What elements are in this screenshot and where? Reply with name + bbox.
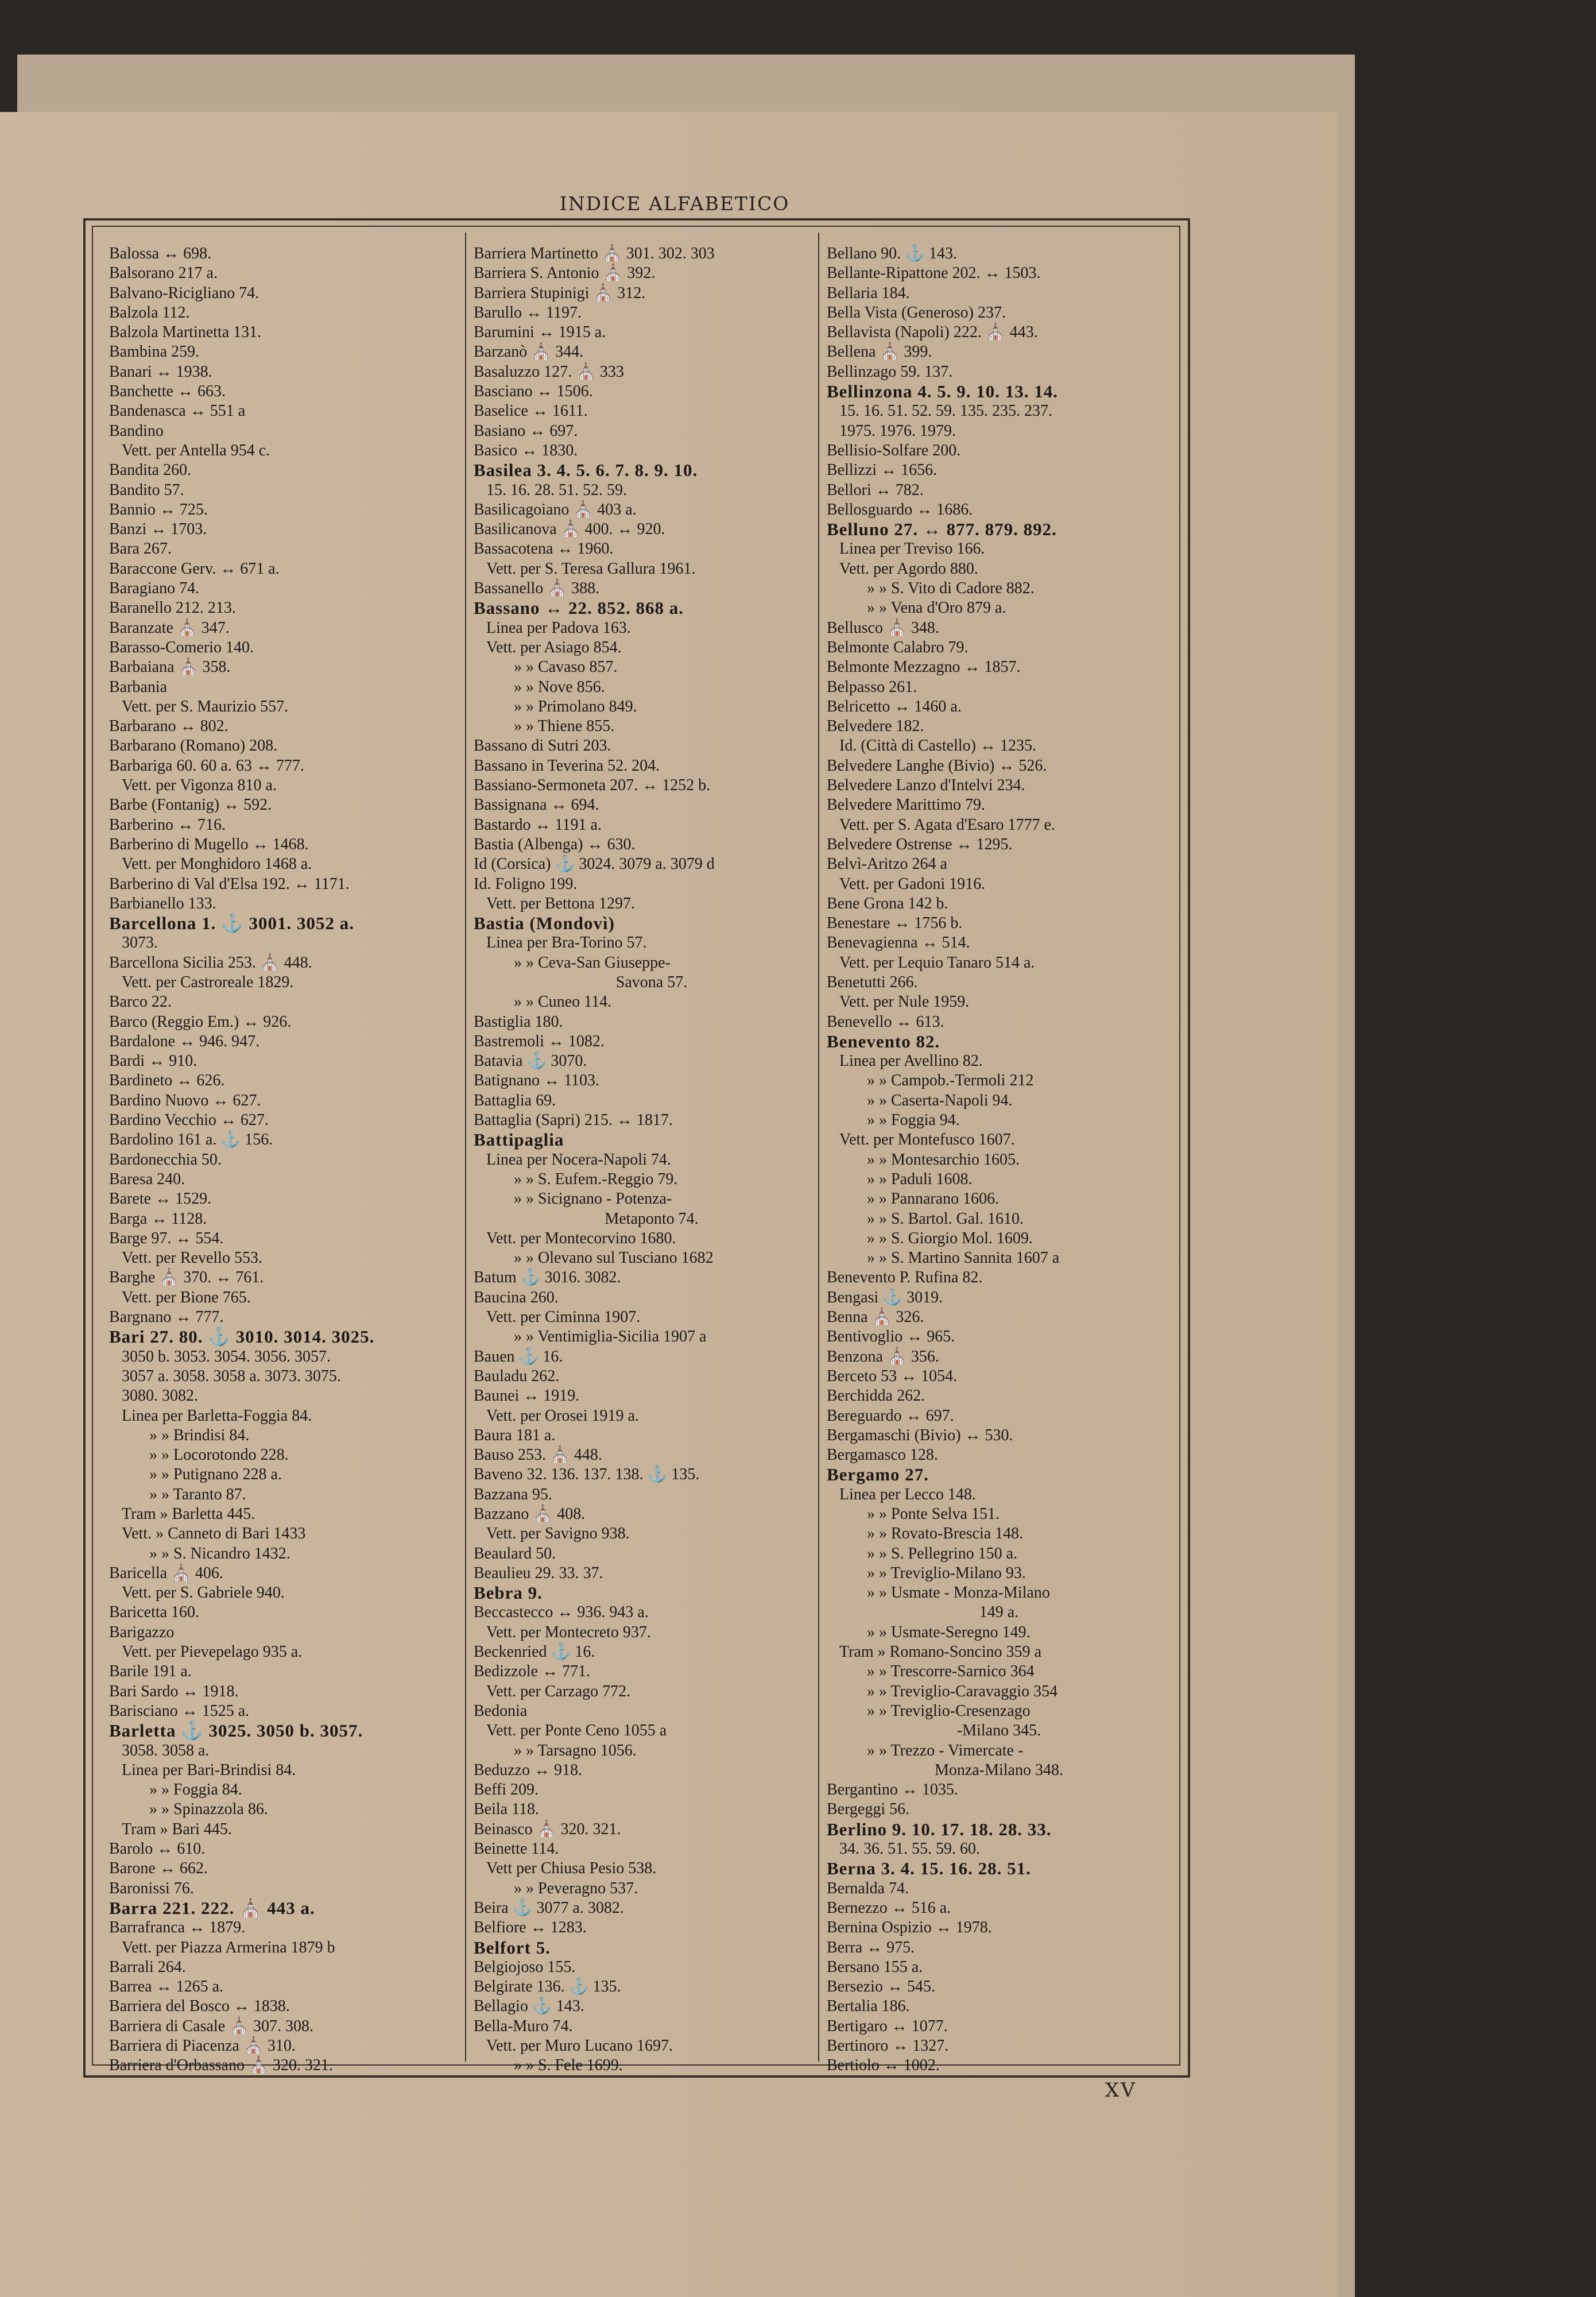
index-entry: » » Treviglio-Cresenzago <box>867 1702 1031 1720</box>
index-entry: » » Vena d'Oro 879 a. <box>867 599 1006 617</box>
index-entry: Barco (Reggio Em.) ↔ 926. <box>109 1012 292 1031</box>
index-entry: Baricetta 160. <box>109 1603 200 1622</box>
index-entry: Beira ⚓ 3077 a. 3082. <box>474 1898 624 1917</box>
index-entry: Tram » Barletta 445. <box>122 1505 255 1523</box>
index-entry: Baranzate ⛪ 347. <box>109 618 230 637</box>
index-entry: Vett. per Ponte Ceno 1055 a <box>486 1722 667 1740</box>
index-entry: Basaluzzo 127. ⛪ 333 <box>474 362 624 381</box>
index-entry: Barisciano ↔ 1525 a. <box>109 1702 250 1720</box>
index-entry: » » Cuneo 114. <box>514 993 612 1011</box>
index-entry: Belmonte Mezzagno ↔ 1857. <box>827 658 1021 676</box>
index-entry: Bardineto ↔ 626. <box>109 1072 225 1090</box>
index-entry: Basilicanova ⛪ 400. ↔ 920. <box>474 520 665 539</box>
index-entry: Bardino Vecchio ↔ 627. <box>109 1111 269 1130</box>
index-entry: Barberino di Val d'Elsa 192. ↔ 1171. <box>109 875 350 893</box>
index-entry: Barrali 264. <box>109 1958 186 1976</box>
index-entry: Vett. per Muro Lucano 1697. <box>486 2037 673 2055</box>
index-column-2 <box>474 244 830 2075</box>
index-entry: Bandito 57. <box>109 481 184 499</box>
index-entry: 3080. 3082. <box>122 1387 198 1405</box>
index-entry: Baunei ↔ 1919. <box>474 1387 580 1405</box>
index-entry: Barete ↔ 1529. <box>109 1190 212 1208</box>
index-entry: » » Ponte Selva 151. <box>867 1505 1000 1523</box>
index-entry: Barasso-Comerio 140. <box>109 638 254 656</box>
book-page <box>0 112 1338 2297</box>
index-entry: Banzi ↔ 1703. <box>109 520 207 539</box>
index-entry: Benevagienna ↔ 514. <box>827 934 970 952</box>
index-entry: Bazzano ⛪ 408. <box>474 1505 586 1523</box>
index-entry: Bassano di Sutri 203. <box>474 737 611 755</box>
index-entry: Beaulard 50. <box>474 1544 556 1563</box>
index-entry: Bergamaschi (Bivio) ↔ 530. <box>827 1426 1013 1444</box>
index-entry: » » Paduli 1608. <box>867 1170 973 1188</box>
index-entry: Vett. per Savigno 938. <box>486 1525 630 1543</box>
index-entry: Bambina 259. <box>109 343 200 361</box>
index-entry: Bandino <box>109 421 164 440</box>
index-entry: Bassignana ↔ 694. <box>474 796 599 814</box>
index-entry: Barletta ⚓ 3025. 3050 b. 3057. <box>109 1720 363 1741</box>
index-entry: Vett. per Agordo 880. <box>839 559 978 578</box>
index-entry: Bellisio-Solfare 200. <box>827 441 961 459</box>
index-entry: Benevento P. Rufina 82. <box>827 1269 983 1287</box>
index-entry: Bauso 253. ⛪ 448. <box>474 1446 602 1464</box>
index-entry: Beinette 114. <box>474 1840 559 1858</box>
index-entry: Basciano ↔ 1506. <box>474 382 593 401</box>
index-entry: Berchidda 262. <box>827 1387 925 1405</box>
index-entry: Vett. per Montecreto 937. <box>486 1623 651 1641</box>
index-entry: » » Ceva-San Giuseppe- <box>514 953 671 972</box>
index-entry: Vett. per Castroreale 1829. <box>122 973 294 991</box>
index-entry: Belvedere Lanzo d'Intelvi 234. <box>827 776 1025 795</box>
index-entry: Baresa 240. <box>109 1170 185 1188</box>
index-entry: Beckenried ⚓ 16. <box>474 1643 595 1661</box>
index-entry: Bastia (Mondovì) <box>474 913 615 934</box>
index-entry: Bazzana 95. <box>474 1485 552 1503</box>
index-entry: Bergamasco 128. <box>827 1446 938 1464</box>
index-entry: Barriera d'Orbassano ⛪ 320. 321. <box>109 2056 333 2075</box>
index-entry: Bellena ⛪ 399. <box>827 343 932 361</box>
index-entry: 3058. 3058 a. <box>122 1741 210 1760</box>
index-entry: Vett. per Piazza Armerina 1879 b <box>122 1938 335 1956</box>
index-entry: » » S. Fele 1699. <box>514 2056 623 2075</box>
index-entry: Linea per Lecco 148. <box>839 1485 976 1503</box>
page-header: INDICE ALFABETICO <box>559 192 790 215</box>
index-entry: Barbariga 60. 60 a. 63 ↔ 777. <box>109 756 304 775</box>
index-entry: Belvedere 182. <box>827 717 924 736</box>
index-entry: Belgiojoso 155. <box>474 1958 576 1976</box>
index-entry: Vett. per Montecorvino 1680. <box>486 1229 676 1247</box>
index-entry: » » Pannarano 1606. <box>867 1190 1000 1208</box>
index-entry: Berlino 9. 10. 17. 18. 28. 33. <box>827 1819 1052 1839</box>
index-entry: Linea per Barletta-Foggia 84. <box>122 1406 312 1425</box>
index-entry: Benevento 82. <box>827 1031 940 1051</box>
index-entry: Bertiolo ↔ 1002. <box>827 2056 940 2075</box>
index-entry: Basilea 3. 4. 5. 6. 7. 8. 9. 10. <box>474 460 698 481</box>
index-entry: Barrea ↔ 1265 a. <box>109 1978 224 1996</box>
index-entry: Bari 27. 80. ⚓ 3010. 3014. 3025. <box>109 1327 375 1347</box>
index-entry: Id. Foligno 199. <box>474 875 578 893</box>
index-entry: Bellinzona 4. 5. 9. 10. 13. 14. <box>827 381 1059 402</box>
index-entry: Banchette ↔ 663. <box>109 382 226 401</box>
index-entry: Vett. per Orosei 1919 a. <box>486 1406 639 1425</box>
index-entry: Belmonte Calabro 79. <box>827 638 969 656</box>
index-entry: Linea per Bari-Brindisi 84. <box>122 1761 296 1779</box>
index-entry: Bastremoli ↔ 1082. <box>474 1032 605 1050</box>
index-entry: Tram » Romano-Soncino 359 a <box>839 1643 1042 1661</box>
index-column-3 <box>827 244 1171 2075</box>
index-entry: Barga ↔ 1128. <box>109 1209 207 1228</box>
index-entry: Vett. per Revello 553. <box>122 1249 262 1267</box>
index-entry: Bernina Ospizio ↔ 1978. <box>827 1919 992 1937</box>
index-entry: Bastiglia 180. <box>474 1012 563 1031</box>
index-entry: Bereguardo ↔ 697. <box>827 1406 954 1425</box>
index-entry: 15. 16. 51. 52. 59. 135. 235. 237. <box>839 402 1052 420</box>
index-entry: Barbania <box>109 678 168 696</box>
index-entry: Barberino ↔ 716. <box>109 815 226 834</box>
index-entry: » » Foggia 84. <box>149 1781 242 1799</box>
index-entry: Balossa ↔ 698. <box>109 245 212 262</box>
index-entry: Vett. per Asiago 854. <box>486 638 622 656</box>
index-entry: Berceto 53 ↔ 1054. <box>827 1367 958 1385</box>
index-entry: Vett. per Nule 1959. <box>839 993 970 1011</box>
index-entry: 149 a. <box>979 1603 1019 1622</box>
index-entry: Barrafranca ↔ 1879. <box>109 1919 246 1937</box>
index-entry: Barghe ⛪ 370. ↔ 761. <box>109 1269 264 1287</box>
index-entry: Bellosguardo ↔ 1686. <box>827 500 973 519</box>
index-entry: Battaglia (Sapri) 215. ↔ 1817. <box>474 1111 673 1130</box>
index-entry: Bertigaro ↔ 1077. <box>827 2017 948 2035</box>
index-entry: Metaponto 74. <box>605 1209 699 1228</box>
index-entry: » » Trezzo - Vimercate - <box>867 1741 1024 1760</box>
index-entry: Benevello ↔ 613. <box>827 1012 944 1031</box>
index-entry: Vett. per Monghidoro 1468 a. <box>122 855 312 873</box>
index-entry: Linea per Treviso 166. <box>839 540 985 558</box>
index-entry: Beinasco ⛪ 320. 321. <box>474 1820 621 1838</box>
index-entry: Battipaglia <box>474 1130 564 1150</box>
index-entry: Barriera del Bosco ↔ 1838. <box>109 1997 290 2016</box>
index-entry: Bedizzole ↔ 771. <box>474 1662 590 1681</box>
index-entry: Baselice ↔ 1611. <box>474 402 588 420</box>
index-entry: Barco 22. <box>109 993 172 1011</box>
index-entry: » » Foggia 94. <box>867 1111 960 1130</box>
index-entry: Barbarano ↔ 802. <box>109 717 228 736</box>
index-entry: » » S. Vito di Cadore 882. <box>867 579 1035 598</box>
index-entry: Balzola Martinetta 131. <box>109 323 262 342</box>
index-entry: Bassacotena ↔ 1960. <box>474 540 614 558</box>
index-entry: Bellano 90. ⚓ 143. <box>827 245 957 262</box>
index-entry: » » Peveragno 537. <box>514 1879 638 1897</box>
index-entry: Baronissi 76. <box>109 1879 194 1897</box>
index-entry: » » Nove 856. <box>514 678 605 696</box>
index-entry: Bellori ↔ 782. <box>827 481 924 499</box>
index-entry: Bassiano-Sermoneta 207. ↔ 1252 b. <box>474 776 711 795</box>
column-divider <box>465 233 466 2062</box>
index-entry: Vett. per Antella 954 c. <box>122 441 270 459</box>
index-entry: Balvano-Ricigliano 74. <box>109 284 259 302</box>
index-entry: Balsorano 217 a. <box>109 264 218 283</box>
index-entry: Bedonia <box>474 1702 528 1720</box>
index-entry: Baucina 260. <box>474 1288 559 1306</box>
index-entry: 3057 a. 3058. 3058 a. 3073. 3075. <box>122 1367 341 1385</box>
index-entry: Bella-Muro 74. <box>474 2017 573 2035</box>
index-entry: Balzola 112. <box>109 303 190 322</box>
index-entry: 3050 b. 3053. 3054. 3056. 3057. <box>122 1347 331 1366</box>
index-entry: » » Ventimiglia-Sicilia 1907 a <box>514 1328 707 1346</box>
index-entry: Vett. per Carzago 772. <box>486 1682 631 1700</box>
index-entry: Belvedere Marittimo 79. <box>827 796 986 814</box>
index-entry: Bertalia 186. <box>827 1997 910 2016</box>
index-entry: » » S. Bartol. Gal. 1610. <box>867 1209 1024 1228</box>
index-entry: Bara 267. <box>109 540 172 558</box>
index-entry: » » Usmate - Monza-Milano <box>867 1584 1050 1602</box>
index-entry: Belluno 27. ↔ 877. 879. 892. <box>827 519 1057 540</box>
index-entry: Barigazzo <box>109 1623 175 1641</box>
index-entry: » » Locorotondo 228. <box>149 1446 289 1464</box>
index-entry: » » Primolano 849. <box>514 697 637 716</box>
index-entry: Basico ↔ 1830. <box>474 441 578 459</box>
index-entry: 15. 16. 28. 51. 52. 59. <box>486 481 627 499</box>
index-entry: » » S. Eufem.-Reggio 79. <box>514 1170 678 1188</box>
index-entry: Bentivoglio ↔ 965. <box>827 1328 955 1346</box>
index-entry: Batum ⚓ 3016. 3082. <box>474 1269 621 1287</box>
index-entry: Bergamo 27. <box>827 1464 929 1485</box>
index-entry: Bargnano ↔ 777. <box>109 1308 224 1327</box>
index-entry: Bellavista (Napoli) 222. ⛪ 443. <box>827 323 1038 342</box>
index-entry: Benna ⛪ 326. <box>827 1308 924 1327</box>
index-entry: Bellizzi ↔ 1656. <box>827 461 938 479</box>
index-entry: Id (Corsica) ⚓ 3024. 3079 a. 3079 d <box>474 855 715 873</box>
index-entry: » » Cavaso 857. <box>514 658 618 676</box>
index-entry: » » Treviglio-Caravaggio 354 <box>867 1682 1058 1700</box>
index-entry: Baura 181 a. <box>474 1426 556 1444</box>
index-entry: Vett. per Bione 765. <box>122 1288 251 1306</box>
index-entry: Baranello 212. 213. <box>109 599 236 617</box>
index-entry: Bardino Nuovo ↔ 627. <box>109 1091 261 1109</box>
index-entry: Baricella ⛪ 406. <box>109 1564 223 1582</box>
index-entry: Vett per Chiusa Pesio 538. <box>486 1859 657 1878</box>
index-entry: Barriera S. Antonio ⛪ 392. <box>474 264 656 283</box>
index-entry: » » S. Pellegrino 150 a. <box>867 1544 1018 1563</box>
index-entry: Barolo ↔ 610. <box>109 1840 206 1858</box>
index-column-1 <box>109 244 465 2075</box>
index-entry: » » Thiene 855. <box>514 717 615 736</box>
index-entry: » » Tarsagno 1056. <box>514 1741 637 1760</box>
index-entry: Linea per Nocera-Napoli 74. <box>486 1150 671 1169</box>
index-entry: » » Caserta-Napoli 94. <box>867 1091 1013 1109</box>
index-entry: Bauladu 262. <box>474 1367 560 1385</box>
index-entry: Bardonecchia 50. <box>109 1150 222 1169</box>
index-entry: » » Olevano sul Tusciano 1682 <box>514 1249 714 1267</box>
index-entry: Vett. per Bettona 1297. <box>486 894 635 912</box>
index-entry: Vett. per Montefusco 1607. <box>839 1131 1015 1149</box>
index-entry: Vett. per S. Gabriele 940. <box>122 1584 285 1602</box>
index-entry: » » Sicignano - Potenza- <box>514 1190 672 1208</box>
index-entry: Barbianello 133. <box>109 894 216 912</box>
index-entry: Vett. per Ciminna 1907. <box>486 1308 641 1327</box>
index-entry: Bertinoro ↔ 1327. <box>827 2037 949 2055</box>
index-entry: » » Taranto 87. <box>149 1485 246 1503</box>
index-entry: Beffi 209. <box>474 1781 539 1799</box>
index-entry: » » S. Giorgio Mol. 1609. <box>867 1229 1033 1247</box>
index-entry: Bauen ⚓ 16. <box>474 1347 563 1366</box>
index-entry: Barcellona Sicilia 253. ⛪ 448. <box>109 953 312 972</box>
index-entry: Barbaiana ⛪ 358. <box>109 658 231 676</box>
index-entry: Belpasso 261. <box>827 678 917 696</box>
index-entry: Banari ↔ 1938. <box>109 362 212 381</box>
index-entry: Barile 191 a. <box>109 1662 192 1681</box>
index-entry: Vett. per Gadoni 1916. <box>839 875 986 893</box>
index-entry: Monza-Milano 348. <box>935 1761 1063 1779</box>
index-entry: Barone ↔ 662. <box>109 1859 208 1878</box>
index-entry: Vett. per Vigonza 810 a. <box>122 776 277 795</box>
index-entry: » » S. Nicandro 1432. <box>149 1544 290 1563</box>
index-entry: » » Campob.-Termoli 212 <box>867 1072 1034 1090</box>
index-entry: Berra ↔ 975. <box>827 1938 915 1956</box>
index-entry: Barge 97. ↔ 554. <box>109 1229 224 1247</box>
index-entry: Barumini ↔ 1915 a. <box>474 323 606 342</box>
index-entry: Belgirate 136. ⚓ 135. <box>474 1978 621 1996</box>
index-entry: Bengasi ⚓ 3019. <box>827 1288 943 1306</box>
index-entry: Basiano ↔ 697. <box>474 421 578 440</box>
index-entry: Barzanò ⛪ 344. <box>474 343 584 361</box>
index-entry: Bellinzago 59. 137. <box>827 362 953 381</box>
index-entry: Vett. per Pievepelago 935 a. <box>122 1643 303 1661</box>
index-entry: Bellagio ⚓ 143. <box>474 1997 584 2016</box>
index-entry: Barbe (Fontanig) ↔ 592. <box>109 796 272 814</box>
index-entry: Bastia (Albenga) ↔ 630. <box>474 835 636 853</box>
index-entry: Barullo ↔ 1197. <box>474 303 582 322</box>
index-entry: Tram » Bari 445. <box>122 1820 232 1838</box>
index-entry: Bernezzo ↔ 516 a. <box>827 1898 951 1917</box>
index-entry: Beccastecco ↔ 936. 943 a. <box>474 1603 649 1622</box>
index-entry: Benetutti 266. <box>827 973 918 991</box>
index-entry: » » Brindisi 84. <box>149 1426 250 1444</box>
index-entry: Bandita 260. <box>109 461 192 479</box>
index-entry: 3073. <box>122 934 158 952</box>
index-entry: Barriera di Piacenza ⛪ 310. <box>109 2037 296 2055</box>
index-entry: » » Trescorre-Sarnico 364 <box>867 1662 1035 1681</box>
index-entry: Berna 3. 4. 15. 16. 28. 51. <box>827 1858 1031 1879</box>
index-entry: Bassano ↔ 22. 852. 868 a. <box>474 598 684 618</box>
index-entry: Bernalda 74. <box>827 1879 909 1897</box>
index-entry: Linea per Avellino 82. <box>839 1052 983 1070</box>
index-entry: Bellusco ⛪ 348. <box>827 618 939 637</box>
index-entry: Bergeggi 56. <box>827 1800 910 1819</box>
index-entry: Basilicagoiano ⛪ 403 a. <box>474 500 637 519</box>
index-entry: Vett. per S. Maurizio 557. <box>122 697 289 716</box>
index-entry: Linea per Padova 163. <box>486 618 631 637</box>
index-entry: Linea per Bra-Torino 57. <box>486 934 647 952</box>
index-entry: -Milano 345. <box>956 1722 1041 1740</box>
index-entry: Bardolino 161 a. ⚓ 156. <box>109 1131 273 1149</box>
index-entry: Benzona ⛪ 356. <box>827 1347 939 1366</box>
index-entry: » » Montesarchio 1605. <box>867 1150 1020 1169</box>
index-entry: Bergantino ↔ 1035. <box>827 1781 958 1799</box>
index-entry: Barcellona 1. ⚓ 3001. 3052 a. <box>109 913 354 934</box>
index-entry: » » Rovato-Brescia 148. <box>867 1525 1024 1543</box>
index-entry: Bari Sardo ↔ 1918. <box>109 1682 239 1700</box>
index-entry: Belfort 5. <box>474 1937 551 1958</box>
index-entry: Bella Vista (Generoso) 237. <box>827 303 1006 322</box>
index-entry: » » Treviglio-Milano 93. <box>867 1564 1026 1582</box>
index-entry: Vett. per Lequio Tanaro 514 a. <box>839 953 1035 972</box>
index-entry: Bersano 155 a. <box>827 1958 923 1976</box>
page-number: XV <box>1105 2079 1137 2102</box>
index-entry: Vett. per S. Agata d'Esaro 1777 e. <box>839 815 1055 834</box>
index-entry: Bardalone ↔ 946. 947. <box>109 1032 260 1050</box>
index-entry: Barberino di Mugello ↔ 1468. <box>109 835 309 853</box>
index-entry: Barriera Stupinigi ⛪ 312. <box>474 284 646 302</box>
index-entry: Bebra 9. <box>474 1583 543 1603</box>
index-entry: Bassanello ⛪ 388. <box>474 579 600 598</box>
index-entry: Baragiano 74. <box>109 579 200 598</box>
index-entry: Batavia ⚓ 3070. <box>474 1052 587 1070</box>
index-entry: » » S. Martino Sannita 1607 a <box>867 1249 1060 1267</box>
index-entry: Belricetto ↔ 1460 a. <box>827 697 962 716</box>
index-entry: Vett. per S. Teresa Gallura 1961. <box>486 559 696 578</box>
index-entry: Id. (Città di Castello) ↔ 1235. <box>839 737 1036 755</box>
index-entry: Battaglia 69. <box>474 1091 556 1109</box>
index-entry: Barriera Martinetto ⛪ 301. 302. 303 <box>474 245 715 262</box>
index-entry: Bene Grona 142 b. <box>827 894 948 912</box>
index-entry: Barbarano (Romano) 208. <box>109 737 278 755</box>
index-entry: Bersezio ↔ 545. <box>827 1978 935 1996</box>
index-entry: Savona 57. <box>615 973 688 991</box>
index-entry: Belvì-Aritzo 264 a <box>827 855 947 873</box>
index-entry: Bannio ↔ 725. <box>109 500 208 519</box>
index-entry: Bellaria 184. <box>827 284 910 302</box>
index-entry: » » Spinazzola 86. <box>149 1800 268 1819</box>
index-entry: Belvedere Langhe (Bivio) ↔ 526. <box>827 756 1047 775</box>
index-entry: Barriera di Casale ⛪ 307. 308. <box>109 2017 313 2035</box>
index-entry: Bandenasca ↔ 551 a <box>109 402 246 420</box>
index-entry: Beila 118. <box>474 1800 540 1819</box>
index-entry: Belvedere Ostrense ↔ 1295. <box>827 835 1013 853</box>
index-entry: » » Usmate-Seregno 149. <box>867 1623 1031 1641</box>
index-entry: Vett. » Canneto di Bari 1433 <box>122 1525 306 1543</box>
index-entry: Beaulieu 29. 33. 37. <box>474 1564 603 1582</box>
index-entry: Baveno 32. 136. 137. 138. ⚓ 135. <box>474 1465 700 1484</box>
index-entry: » » Putignano 228 a. <box>149 1465 282 1484</box>
index-entry: Baraccone Gerv. ↔ 671 a. <box>109 559 280 578</box>
index-entry: Bardi ↔ 910. <box>109 1052 197 1070</box>
index-entry: Beduzzo ↔ 918. <box>474 1761 582 1779</box>
index-entry: Barra 221. 222. ⛪ 443 a. <box>109 1897 315 1918</box>
index-entry: Bastardo ↔ 1191 a. <box>474 815 602 834</box>
index-entry: 34. 36. 51. 55. 59. 60. <box>839 1840 980 1858</box>
index-entry: Belfiore ↔ 1283. <box>474 1919 587 1937</box>
index-entry: Batignano ↔ 1103. <box>474 1072 600 1090</box>
index-entry: Benestare ↔ 1756 b. <box>827 914 963 933</box>
index-entry: Bassano in Teverina 52. 204. <box>474 756 660 775</box>
index-entry: 1975. 1976. 1979. <box>839 421 956 440</box>
index-entry: Bellante-Ripattone 202. ↔ 1503. <box>827 264 1041 283</box>
